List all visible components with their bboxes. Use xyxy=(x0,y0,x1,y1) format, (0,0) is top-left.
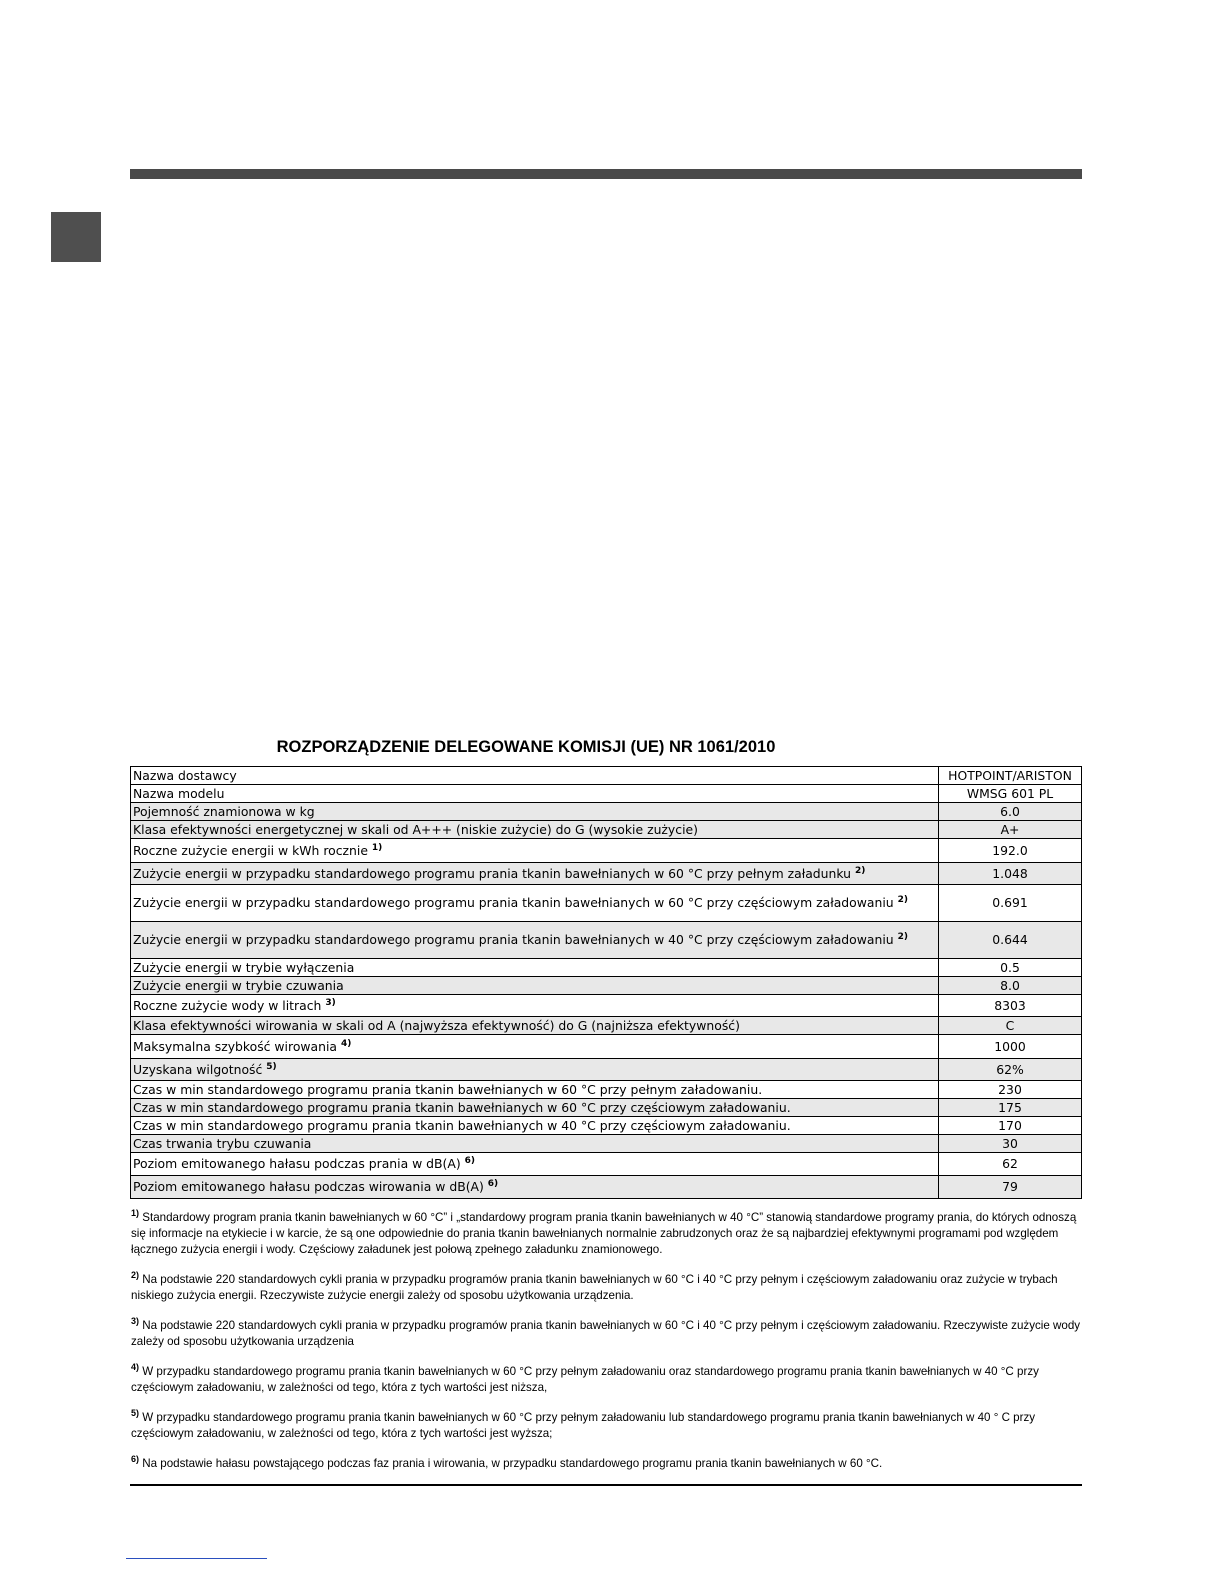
row-value: 1.048 xyxy=(939,863,1082,885)
table-row: Maksymalna szybkość wirowania $^{4)}$ 1000 xyxy=(131,1035,1082,1059)
regulation-title: ROZPORZĄDZENIE DELEGOWANE KOMISJI (UE) NR 1061/2010 xyxy=(276,738,776,756)
table-row: Roczne zużycie energii w kWh rocznie $^{1)}$ 192.0 xyxy=(131,839,1082,863)
table-row: Zużycie energii w przypadku standardowego programu prania tkanin bawełnianych w 60 °C przy częściowym załadowaniu $^{2)}$ 0.691 xyxy=(131,885,1082,922)
row-value: WMSG 601 PL xyxy=(939,785,1082,803)
row-value: A+ xyxy=(939,821,1082,839)
row-value: 0.691 xyxy=(939,885,1082,922)
row-value: 0.5 xyxy=(939,959,1082,977)
row-value: 1000 xyxy=(939,1035,1082,1059)
row-value: 62 xyxy=(939,1153,1082,1176)
product-fiche-table xyxy=(130,766,1082,1199)
table-row: Czas w min standardowego programu prania tkanin bawełnianych w 40 °C przy częściowym załadowaniu. 170 xyxy=(131,1117,1082,1135)
table-row: Poziom emitowanego hałasu podczas wirowania w dB(A) $^{6)}$ 79 xyxy=(131,1176,1082,1199)
table-row: Zużycie energii w przypadku standardowego programu prania tkanin bawełnianych w 60 °C przy pełnym załadunku $^{2)}$ 1.048 xyxy=(131,863,1082,885)
row-value: 230 xyxy=(939,1081,1082,1099)
footnotes xyxy=(131,1210,1081,1486)
link-underline xyxy=(126,1558,267,1559)
table-row: Poziom emitowanego hałasu podczas prania w dB(A) $^{6)}$ 62 xyxy=(131,1153,1082,1176)
row-value: 0.644 xyxy=(939,922,1082,959)
table-row: Czas w min standardowego programu prania tkanin bawełnianych w 60 °C przy częściowym załadowaniu. 175 xyxy=(131,1099,1082,1117)
row-value: 79 xyxy=(939,1176,1082,1199)
row-value: 8.0 xyxy=(939,977,1082,995)
header-rule xyxy=(130,169,1082,179)
table-row: Zużycie energii w przypadku standardowego programu prania tkanin bawełnianych w 40 °C przy częściowym załadowaniu $^{2)}$ 0.644 xyxy=(131,922,1082,959)
table-row: Pojemność znamionowa w kg 6.0 xyxy=(131,803,1082,821)
row-value: 6.0 xyxy=(939,803,1082,821)
footnote: $^{1)}$ Standardowy program prania tkanin bawełnianych w 60 °C” i „standardowy program prania tkanin bawełnianych w 40 °C” stanowią standardowe programy prania, do których odnoszą się informacje na etykiecie i w karcie, że są one odpowiednie do prania tkanin bawełnianych normalnie zabrudzonych oraz że są najbardziej efektywnymi programami pod względem łącznego zużycia energii i wody. Częściowy załadunek jest połową zpełnego załadunku znamionowego. xyxy=(131,1208,1077,1256)
row-value: 192.0 xyxy=(939,839,1082,863)
table-row: Zużycie energii w trybie czuwania 8.0 xyxy=(131,977,1082,995)
language-tab-marker xyxy=(51,212,101,262)
table-row: Klasa efektywności wirowania w skali od A (najwyższa efektywność) do G (najniższa efektywność) C xyxy=(131,1017,1082,1035)
table-row: Klasa efektywności energetycznej w skali od A+++ (niskie zużycie) do G (wysokie zużycie) A+ xyxy=(131,821,1082,839)
footnote: $^{3)}$ Na podstawie 220 standardowych cykli prania w przypadku programów prania tkanin bawełnianych w 60 °C i 40 °C przy pełnym i częściowym załadowaniu. Rzeczywiste zużycie wody zależy od sposobu użytkowania urządzenia xyxy=(131,1316,1081,1348)
table-row: Zużycie energii w trybie wyłączenia 0.5 xyxy=(131,959,1082,977)
footer-rule xyxy=(130,1484,1082,1486)
table-row: Czas w min standardowego programu prania tkanin bawełnianych w 60 °C przy pełnym załadowaniu. 230 xyxy=(131,1081,1082,1099)
footnote: $^{5)}$ W przypadku standardowego programu prania tkanin bawełnianych w 60 °C przy pełnym załadowaniu lub standardowego programu prania tkanin bawełnianych w 40 ° C przy częściowym załadowaniu, w zależności od tego, która z tych wartości jest wyższa; xyxy=(131,1408,1036,1440)
row-value: 170 xyxy=(939,1117,1082,1135)
table-row: Roczne zużycie wody w litrach $^{3)}$ 8303 xyxy=(131,995,1082,1017)
row-value: HOTPOINT/ARISTON xyxy=(939,767,1082,785)
footnote: $^{6)}$ Na podstawie hałasu powstającego podczas faz prania i wirowania, w przypadku standardowego programu prania tkanin bawełnianych w 60 °C. xyxy=(131,1454,883,1470)
row-value: C xyxy=(939,1017,1082,1035)
row-value: 175 xyxy=(939,1099,1082,1117)
footnote: $^{4)}$ W przypadku standardowego programu prania tkanin bawełnianych w 60 °C przy pełnym załadowaniu oraz standardowego programu prania tkanin bawełnianych w 40 °C przy częściowym załadowaniu, w zależności od tego, która z tych wartości jest niższa, xyxy=(131,1362,1039,1394)
row-value: 8303 xyxy=(939,995,1082,1017)
table-row: Czas trwania trybu czuwania 30 xyxy=(131,1135,1082,1153)
table-row: Uzyskana wilgotność $^{5)}$ 62% xyxy=(131,1059,1082,1081)
table-row: Nazwa modelu WMSG 601 PL xyxy=(131,785,1082,803)
footnote: $^{2)}$ Na podstawie 220 standardowych cykli prania w przypadku programów prania tkanin bawełnianych w 60 °C i 40 °C przy pełnym i częściowym załadowaniu oraz zużycie w trybach niskiego zużycia energii. Rzeczywiste zużycie energii zależy od sposobu użytkowania urządzenia. xyxy=(131,1270,1058,1302)
row-value: 62% xyxy=(939,1059,1082,1081)
row-value: 30 xyxy=(939,1135,1082,1153)
table-row: Nazwa dostawcy HOTPOINT/ARISTON xyxy=(131,767,1082,785)
